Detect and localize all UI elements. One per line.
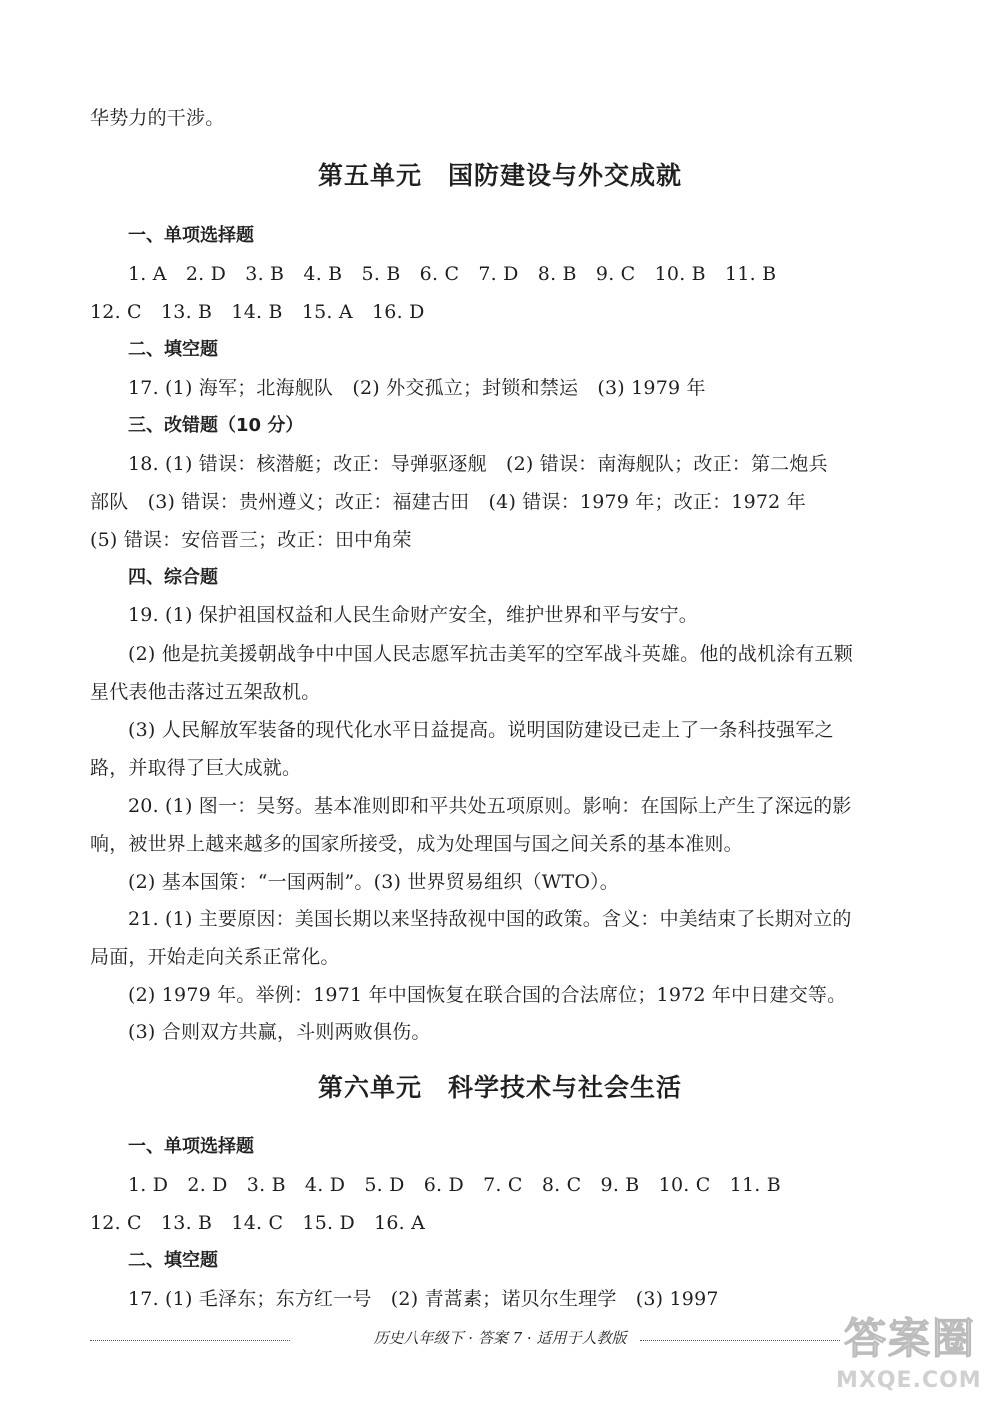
answer-line: 20. (1) 图一：吴努。基本准则即和平共处五项原则。影响：在国际上产生了深远的影 <box>128 795 852 817</box>
section-heading-fill: 二、填空题 <box>128 339 218 360</box>
answer-line: 12. C 13. B 14. B 15. A 16. D <box>90 301 425 323</box>
answer-line: 17. (1) 毛泽东；东方红一号 (2) 青蒿素；诺贝尔生理学 (3) 1997 <box>128 1288 719 1310</box>
answer-line: 响，被世界上越来越多的国家所接受，成为处理国与国之间关系的基本准则。 <box>90 833 743 855</box>
answer-line: 1. A 2. D 3. B 4. B 5. B 6. C 7. D 8. B 9. C 10. B 11. B <box>128 263 777 285</box>
answer-line: 18. (1) 错误：核潜艇；改正：导弹驱逐舰 (2) 错误：南海舰队；改正：第二炮兵 <box>128 453 828 475</box>
answer-line: (3) 人民解放军装备的现代化水平日益提高。说明国防建设已走上了一条科技强军之 <box>128 719 834 741</box>
answer-line: 局面，开始走向关系正常化。 <box>90 946 340 968</box>
continued-text: 华势力的干涉。 <box>90 107 225 129</box>
answer-line: (3) 合则双方共赢，斗则两败俱伤。 <box>128 1021 431 1043</box>
section-heading-fill: 二、填空题 <box>128 1250 218 1271</box>
answer-line: 12. C 13. B 14. C 15. D 16. A <box>90 1212 426 1234</box>
section-heading-choice: 一、单项选择题 <box>128 225 254 246</box>
section-heading-correction: 三、改错题（10 分） <box>128 415 304 436</box>
answer-line: 星代表他击落过五架敌机。 <box>90 681 321 703</box>
answer-line: 17. (1) 海军；北海舰队 (2) 外交孤立；封锁和禁运 (3) 1979 年 <box>128 377 706 399</box>
section-heading-choice: 一、单项选择题 <box>128 1136 254 1157</box>
unit-five-title: 第五单元 国防建设与外交成就 <box>317 161 682 190</box>
answer-line: (2) 他是抗美援朝战争中中国人民志愿军抗击美军的空军战斗英雄。他的战机涂有五颗 <box>128 643 853 665</box>
answer-line: 路，并取得了巨大成就。 <box>90 757 302 779</box>
answer-line: 19. (1) 保护祖国权益和人民生命财产安全，维护世界和平与安宁。 <box>128 604 699 626</box>
section-heading-comprehensive: 四、综合题 <box>128 567 218 588</box>
answer-line: (5) 错误：安倍晋三；改正：田中角荣 <box>90 529 412 551</box>
answer-line: 1. D 2. D 3. B 4. D 5. D 6. D 7. C 8. C 9. B 10. C 11. B <box>128 1174 781 1196</box>
answer-line: 21. (1) 主要原因：美国长期以来坚持敌视中国的政策。含义：中美结束了长期对立的 <box>128 908 852 930</box>
page-footer: 历史八年级下 · 答案 7 · 适用于人教版 <box>373 1329 627 1347</box>
answer-line: (2) 基本国策：“一国两制”。(3) 世界贸易组织（WTO）。 <box>128 871 620 893</box>
watermark-logo <box>836 1316 986 1402</box>
watermark-text: 答案圈 <box>844 1314 977 1363</box>
watermark-url: MXQE.COM <box>836 1368 982 1393</box>
unit-six-title: 第六单元 科学技术与社会生活 <box>317 1073 682 1102</box>
answer-line: 部队 (3) 错误：贵州遵义；改正：福建古田 (4) 错误：1979 年；改正：1972 年 <box>90 491 806 513</box>
answer-line: (2) 1979 年。举例：1971 年中国恢复在联合国的合法席位；1972 年中日建交等。 <box>128 984 847 1006</box>
